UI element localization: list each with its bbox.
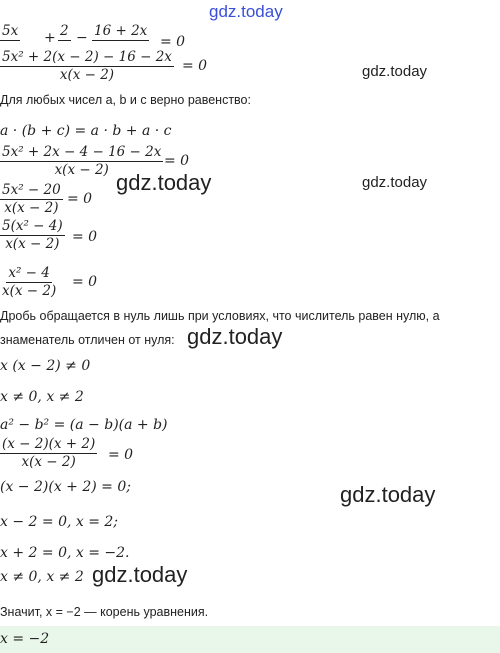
watermark-top: gdz.today	[209, 2, 283, 21]
eq3-den: x(x − 2)	[54, 162, 109, 178]
watermark-6: gdz.today	[92, 562, 188, 587]
eq8: (x − 2)(x + 2) = 0;	[0, 479, 131, 495]
eq7-num: (x − 2)(x + 2)	[2, 436, 96, 452]
eq7-rhs: = 0	[108, 447, 134, 463]
eq5-den: x(x − 2)	[5, 236, 60, 252]
text-conclusion: Значит, x = −2 — корень уравнения.	[0, 605, 209, 619]
eq5-num: 5(x² − 4)	[2, 218, 63, 234]
text-condition-2: знаменатель отличен от нуля:	[0, 333, 175, 347]
answer-box	[0, 626, 500, 653]
eq10: x + 2 = 0, x = −2.	[0, 545, 130, 561]
watermark-5: gdz.today	[340, 482, 436, 507]
watermark-1: gdz.today	[362, 63, 428, 80]
eq2-rhs: = 0	[182, 58, 208, 74]
eq9: x − 2 = 0, x = 2;	[0, 514, 119, 530]
eq4-fraction	[0, 183, 63, 216]
answer-value: x = −2	[0, 631, 50, 647]
condition-2: x ≠ 0, x ≠ 2	[0, 389, 84, 405]
condition-1: x (x − 2) ≠ 0	[0, 358, 91, 374]
watermark-4: gdz.today	[187, 324, 283, 349]
eq5-fraction	[0, 219, 65, 252]
eq4-num: 5x² − 20	[2, 182, 61, 198]
eq2-num: 5x² + 2(x − 2) − 16 − 2x	[2, 49, 172, 65]
eq1-rhs: = 0	[160, 34, 186, 50]
distributive-law: a · (b + c) = a · b + a · c	[0, 123, 172, 139]
eq11: x ≠ 0, x ≠ 2	[0, 569, 84, 585]
eq7-fraction	[0, 437, 97, 470]
eq6-rhs: = 0	[72, 274, 98, 290]
eq6-num: x² − 4	[8, 265, 50, 281]
eq6-den: x(x − 2)	[2, 283, 57, 299]
eq1-minus: −	[76, 30, 88, 46]
text-distributive: Для любых чисел a, b и c верно равенство:	[0, 93, 251, 107]
eq6-fraction	[0, 266, 58, 299]
eq1-frac3-num: 16 + 2x	[94, 23, 148, 39]
eq1-plus: +	[44, 30, 56, 46]
eq3-num: 5x² + 2x − 4 − 16 − 2x	[2, 144, 162, 160]
eq5-rhs: = 0	[72, 229, 98, 245]
eq1-frac2-num: 2	[60, 23, 69, 39]
eq2-den: x(x − 2)	[59, 67, 115, 83]
text-condition-1: Дробь обращается в нуль лишь при условиях, что числитель равен нулю, а	[0, 309, 440, 323]
eq1-frac1-num: 5x	[2, 23, 19, 39]
difference-of-squares: a² − b² = (a − b)(a + b)	[0, 417, 168, 433]
watermark-3: gdz.today	[362, 174, 428, 191]
eq4-rhs: = 0	[67, 191, 93, 207]
eq2-fraction	[0, 50, 174, 83]
eq4-den: x(x − 2)	[4, 200, 59, 216]
eq3-rhs: = 0	[164, 153, 190, 169]
eq7-den: x(x − 2)	[21, 454, 76, 470]
watermark-2: gdz.today	[116, 170, 212, 195]
